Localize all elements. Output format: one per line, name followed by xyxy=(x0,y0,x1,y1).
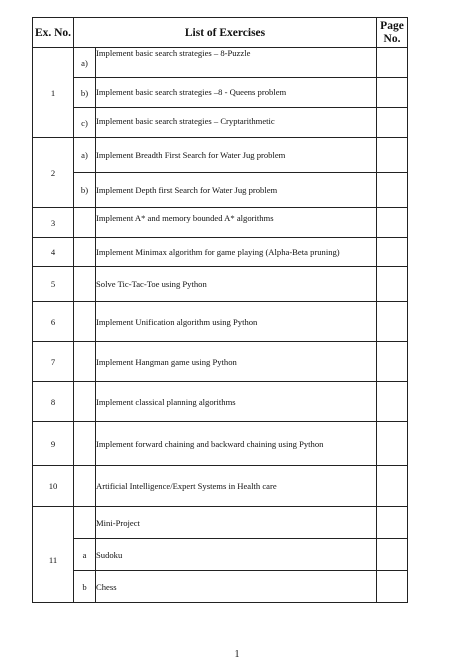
page-no-header: Page No. xyxy=(377,18,408,48)
sub-label xyxy=(74,238,96,267)
exercise-number: 9 xyxy=(33,422,74,466)
table-row xyxy=(33,48,408,78)
table-row xyxy=(33,267,408,302)
exercise-title: Implement forward chaining and backward chaining using Python xyxy=(96,422,377,466)
sub-label xyxy=(74,302,96,342)
exercise-title: Implement Unification algorithm using Python xyxy=(96,302,377,342)
table-row xyxy=(33,342,408,382)
sub-label: b) xyxy=(74,78,96,108)
page-cell xyxy=(377,302,408,342)
sub-label xyxy=(74,507,96,539)
page-cell xyxy=(377,342,408,382)
exercise-number: 1 xyxy=(33,48,74,138)
page-cell xyxy=(377,108,408,138)
table-row xyxy=(33,138,408,173)
exercise-title: Implement classical planning algorithms xyxy=(96,382,377,422)
exercise-number: 7 xyxy=(33,342,74,382)
sub-label: a) xyxy=(74,138,96,173)
table-header-row xyxy=(33,18,408,48)
table-row xyxy=(33,238,408,267)
table-row xyxy=(33,108,408,138)
page-cell xyxy=(377,267,408,302)
page-cell xyxy=(377,382,408,422)
exercise-title: Implement Hangman game using Python xyxy=(96,342,377,382)
table-row xyxy=(33,539,408,571)
sub-label xyxy=(74,466,96,507)
exercise-title: Implement A* and memory bounded A* algorithms xyxy=(96,208,377,238)
exercise-title: Mini-Project xyxy=(96,507,377,539)
page-cell xyxy=(377,138,408,173)
exercise-number: 6 xyxy=(33,302,74,342)
sub-label xyxy=(74,208,96,238)
exercise-title: Implement basic search strategies –8 - Queens problem xyxy=(96,78,377,108)
table-row xyxy=(33,507,408,539)
page-cell xyxy=(377,507,408,539)
table-row xyxy=(33,571,408,603)
exercise-title: Artificial Intelligence/Expert Systems in Health care xyxy=(96,466,377,507)
exercise-number: 8 xyxy=(33,382,74,422)
table-row xyxy=(33,302,408,342)
sub-label xyxy=(74,267,96,302)
exercise-number: 10 xyxy=(33,466,74,507)
page-cell xyxy=(377,539,408,571)
exercise-title: Implement Minimax algorithm for game playing (Alpha-Beta pruning) xyxy=(96,238,377,267)
sub-label xyxy=(74,342,96,382)
page-cell xyxy=(377,571,408,603)
exercise-title: Implement Depth first Search for Water Jug problem xyxy=(96,173,377,208)
exercise-table xyxy=(32,17,408,603)
exercise-title: Chess xyxy=(96,571,377,603)
sub-label: a) xyxy=(74,48,96,78)
ex-no-header: Ex. No. xyxy=(33,18,74,48)
exercise-title: Implement basic search strategies – 8-Puzzle xyxy=(96,48,377,78)
page-number: 1 xyxy=(234,649,240,660)
exercise-number: 5 xyxy=(33,267,74,302)
exercise-title: Sudoku xyxy=(96,539,377,571)
exercise-number: 2 xyxy=(33,138,74,208)
sub-label xyxy=(74,382,96,422)
page-cell xyxy=(377,422,408,466)
exercise-number: 11 xyxy=(33,507,74,603)
sub-label: b) xyxy=(74,173,96,208)
sub-label: a xyxy=(74,539,96,571)
list-of-exercises-header: List of Exercises xyxy=(74,18,377,48)
exercise-title: Implement Breadth First Search for Water Jug problem xyxy=(96,138,377,173)
page-cell xyxy=(377,173,408,208)
exercise-title: Solve Tic-Tac-Toe using Python xyxy=(96,267,377,302)
exercise-title: Implement basic search strategies – Cryptarithmetic xyxy=(96,108,377,138)
page-cell xyxy=(377,238,408,267)
table-row xyxy=(33,173,408,208)
sub-label: b xyxy=(74,571,96,603)
sub-label xyxy=(74,422,96,466)
page-cell xyxy=(377,466,408,507)
page-cell xyxy=(377,208,408,238)
table-row xyxy=(33,466,408,507)
table-row xyxy=(33,422,408,466)
page-cell xyxy=(377,48,408,78)
table-row xyxy=(33,78,408,108)
table-row xyxy=(33,382,408,422)
page-cell xyxy=(377,78,408,108)
sub-label: c) xyxy=(74,108,96,138)
exercise-number: 3 xyxy=(33,208,74,238)
table-row xyxy=(33,208,408,238)
exercise-number: 4 xyxy=(33,238,74,267)
